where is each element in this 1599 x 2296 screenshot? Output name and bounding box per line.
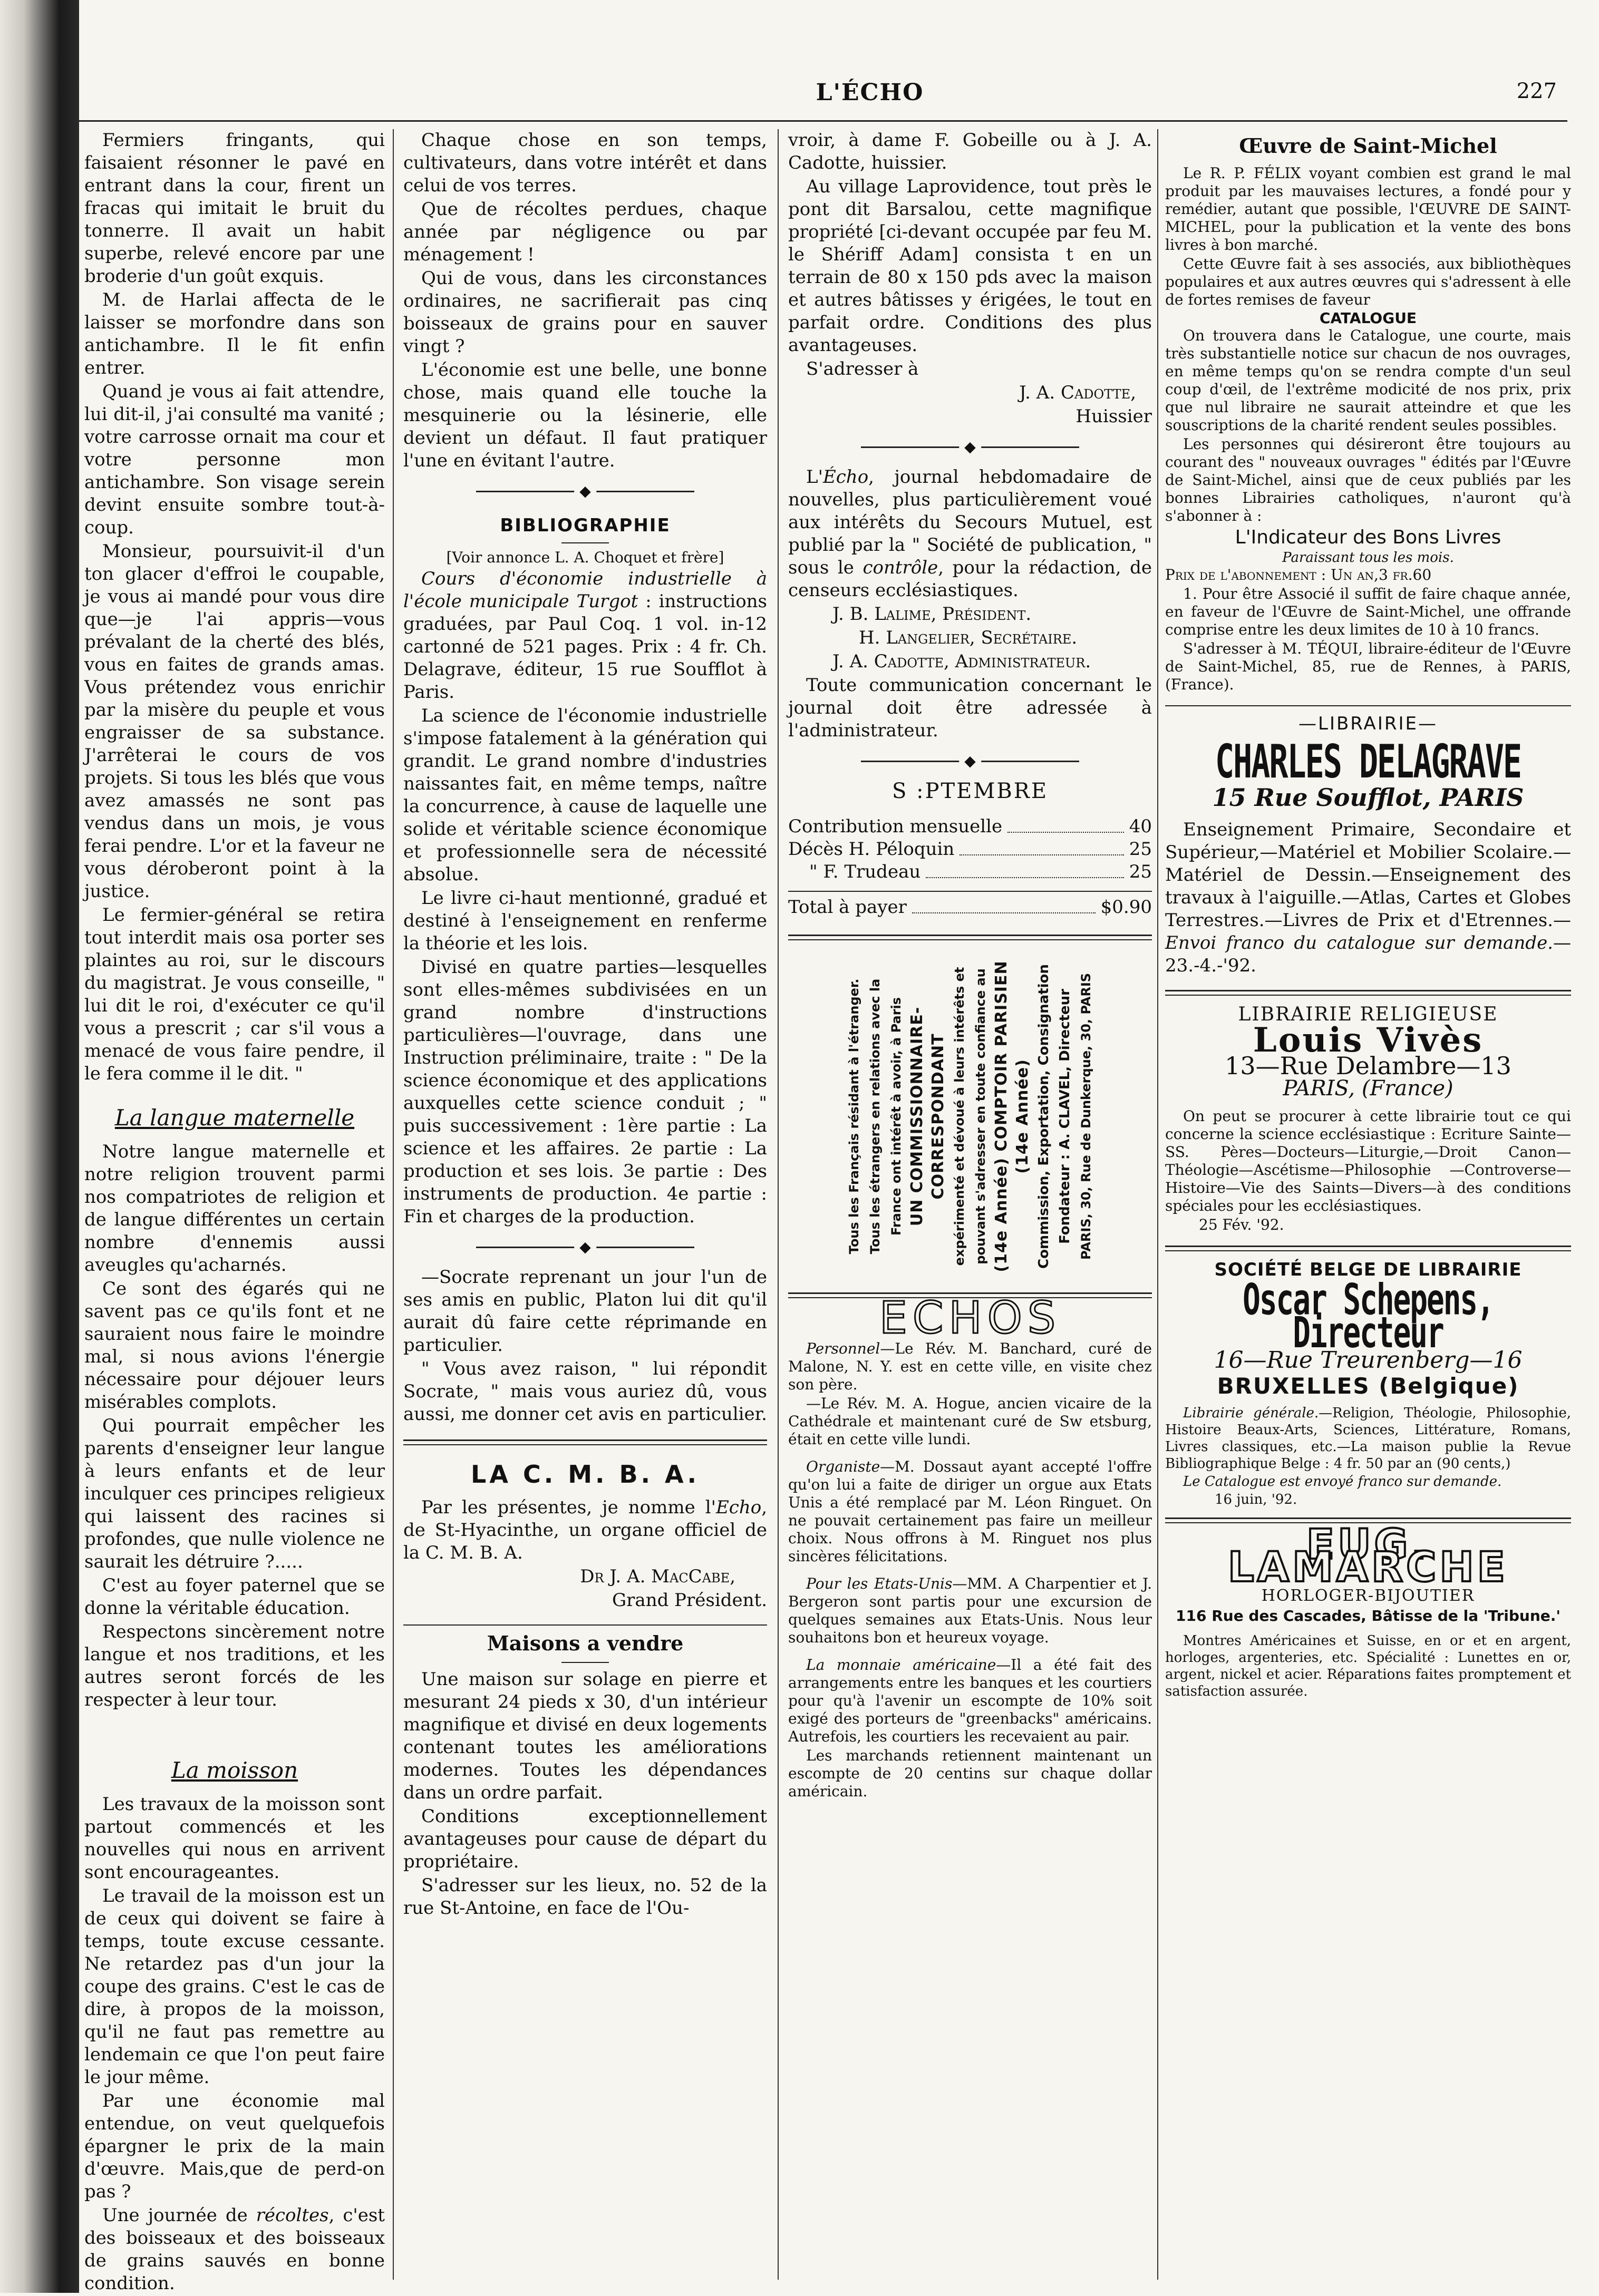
lamarche-address: 116 Rue des Cascades, Bâtisse de la 'Tribune.' — [1176, 1607, 1561, 1624]
paragraph — [403, 568, 767, 704]
page-number: 227 — [1516, 79, 1557, 103]
oeuvre-title: Œuvre de Saint-Michel — [1239, 134, 1497, 158]
paragraph: Respectons sincèrement notre langue et nos traditions, et les autres seront forcés de les respecter à leur tour. — [84, 1621, 385, 1710]
delagrave-address: 15 Rue Soufflot, PARIS — [1212, 783, 1524, 812]
leader-dots — [926, 861, 1123, 878]
paragraph: On trouvera dans le Catalogue, une courte, mais très substantielle notice sur chacun de nos ouvrages, en même temps qu'on se rendra compte d'un seul coup d'œil, de l'extrême modicité de nos prix, prix que nul libraire ne saurait atteindre et que les souscriptions de la charité rendent seules possibles. — [1165, 327, 1571, 434]
paragraph: C'est au foyer paternel que se donne la véritable éducation. — [84, 1575, 385, 1619]
section-title-langue: La langue maternelle — [114, 1105, 355, 1131]
biblio-note: [Voir annonce L. A. Choquet et frère] — [446, 549, 724, 566]
paragraph: Cette Œuvre fait à ses associés, aux bibliothèques populaires et aux autres œuvres qui s'adressent à elle de fortes remises de faveur — [1165, 255, 1571, 308]
column-2 — [403, 129, 767, 1921]
paragraph: Qui pourrait empêcher les parents d'enseigner leur langue à leurs enfants et de leur inculquer ces principes religieux qui laissent des racines si profondes, que nulle violence ne saurait les détruire ?..... — [84, 1415, 385, 1572]
total-amount: $0.90 — [1100, 897, 1152, 918]
bibliographie-title: BIBLIOGRAPHIE — [500, 515, 671, 536]
ornament-rule — [403, 481, 767, 502]
ledger-row — [788, 838, 1152, 861]
ornament-rule — [788, 436, 1152, 458]
text-run: Une journée de — [102, 2205, 256, 2226]
paragraph: Chaque chose en son temps, cultivateurs, dans votre intérêt et dans celui de vos terres. — [403, 130, 767, 196]
page-header — [79, 79, 1599, 116]
paragraph — [1165, 1405, 1571, 1472]
paragraph: Le R. P. FÉLIX voyant combien est grand le mal produit par les mauvaises lectures, a fondé pour y remédier, autant que possible, l'ŒUVRE DE SAINT-MICHEL, pour la publication et la vente des bons livres à bon marché. — [1165, 164, 1571, 254]
paragraph — [788, 466, 1152, 602]
text-run: —Il a été fait des arrangements entre les banques et les courtiers pour qu'à l'avenir un escompte de 10% soit exigé des porteurs de "greenbacks" américains. Autrefois, les courtiers les recevaient au pair. — [788, 1656, 1152, 1745]
echo-item: Les marchands retiennent maintenant un escompte de 20 centins sur chaque dollar américain. — [788, 1747, 1152, 1800]
signature-title: Grand Président. — [612, 1590, 767, 1611]
text-run: , de St-Hyacinthe, un organe officiel de la C. M. B. A. — [403, 1497, 767, 1563]
staff-line: J. A. Cadotte, Administrateur. — [832, 651, 1091, 672]
paragraph: Le fermier-général se retira tout interdit mais osa porter ses plaintes au roi, sur le discours du magistrat. Je vous conseille, " lui dit le roi, d'exécuter ce qu'il vous a prescrit ; car s'il vous a menacé de vous faire pendre, il le fera comme il le dit. " — [84, 904, 385, 1084]
text-run: .—Religion, Théologie, Philosophie, Histoire Beaux-Arts, Sciences, Littérature, Romans, Livres classiques, etc.—La maison publie la Revue Bibliographique Belge : 4 fr. 50 par an (90 cents,) — [1165, 1405, 1571, 1472]
comptoir-parisien-ad — [788, 948, 1152, 1285]
paragraph: Au village Laprovidence, tout près le pont dit Barsalou, cette magnifique propriété [ci-devant occupée par feu M. le Shériff Adam] consista t en un terrain de 80 x 150 pds avec la maison et autres bâtisses y érigées, le tout en parfait ordre. Conditions des plus avantageuses. — [788, 176, 1152, 356]
paragraph: Fermiers fringants, qui faisaient résonner le pavé en entrant dans la cour, firent un fracas qui imitait le bruit du tonnerre. Il avait un habit superbe, relevé encore par une broderie d'un goût exquis. — [84, 130, 385, 287]
ledger-amount: 25 — [1129, 839, 1152, 860]
paragraph: Ce sont des égarés qui ne savent pas ce qu'ils font et ne sauraient nous faire le moindre mal, si nous avions l'énergie nécessaire pour déjouer leurs misérables complots. — [84, 1278, 385, 1413]
echo-item — [788, 1575, 1152, 1647]
paragraph: Par une économie mal entendue, on veut quelquefois épargner le prix de la main d'œuvre. Mais,que de perd-on pas ? — [84, 2090, 385, 2202]
paragraph: M. de Harlai affecta de le laisser se morfondre dans son antichambre. Il le fit enfin entrer. — [84, 289, 385, 378]
paragraph: Notre langue maternelle et notre religion trouvent parmi nos compatriotes de religion et de langue différentes un certain nombre d'ennemis aussi aveugles qu'acharnés. — [84, 1141, 385, 1276]
paragraph: Montres Américaines et Suisse, en or et en argent, horloges, argenteries, etc. Spécialité : Lunettes en or, argent, nickel et acier. Réparations faites promptement et satisfaction assurée. — [1165, 1633, 1571, 1699]
text-run: , journal hebdomadaire de nouvelles, plus particulièrement voué aux intérêts du Secours Mutuel, est publié par la " Société de publication, " sous le — [788, 466, 1152, 578]
emphasis: Pour les Etats-Unis — [806, 1575, 953, 1592]
september-title: S :PTEMBRE — [891, 779, 1049, 803]
emphasis: Écho — [822, 466, 869, 488]
echo-item — [788, 1458, 1152, 1565]
paragraph — [403, 1496, 767, 1564]
ad-line: expérimenté et dévoué à leurs intérêts et pouvant s'adresser en toute confiance au — [952, 967, 988, 1266]
running-title: L'ÉCHO — [816, 79, 924, 106]
emphasis: contrôle — [863, 557, 938, 578]
echo-item — [788, 1340, 1152, 1394]
emphasis: Organiste — [806, 1458, 880, 1475]
leader-dots — [912, 896, 1096, 913]
ledger-label: Décès H. Péloquin — [788, 839, 955, 860]
column-3 — [788, 129, 1152, 1802]
short-rule — [561, 542, 609, 543]
ornament-rule — [403, 1237, 767, 1258]
paragraph: Les travaux de la moisson sont partout commencés et les nouvelles qui nous en arrivent sont encourageantes. — [84, 1794, 385, 1883]
text-run: —MM. A Charpentier et J. Bergeron sont partis pour une excursion de quelques semaines aux Etats-Unis. Nous leur souhaitons bon et heureux voyage. — [788, 1575, 1152, 1646]
paragraph: Monsieur, poursuivit-il d'un ton glacer d'effroi le coupable, je vous ai mandé pour vous dire que—je l'ai appris—vous prévalant de la cherté des blés, vous en faites de grands amas. Vous prétendez vous enrichir par la misère du peuple et vous engraisser de sa substance. J'arrêterai le cours de vos projets. Si tous les blés que vous avez amassés ne sont pas vendus dans un mois, je vous ferai pendre. L'or et la faveur ne vous déroberont point à la justice. — [84, 541, 385, 902]
belge-name: Oscar Schepens, Directeur — [1243, 1275, 1494, 1358]
paragraph: Une maison sur solage en pierre et mesurant 24 pieds x 30, d'un intérieur magnifique et divisé en deux logements contenant toutes les améliorations modernes. Toutes les dépendances dans un ordre parfait. — [403, 1669, 767, 1803]
signature: Dr J. A. MacCabe, — [580, 1566, 735, 1587]
emphasis: Cours d'économie industrielle à l'école municipale Turgot — [403, 568, 767, 612]
paragraph: Le travail de la moisson est un de ceux qui doivent se faire à temps, toute excuse cessante. Ne retardez pas d'un jour la coupe des grains. C'est le cas de dire, à propos de la moisson, qu'il ne faut pas remettre au lendemain ce que l'on peut faire le jour même. — [84, 1885, 385, 2088]
text-run: Par les présentes, je nomme l' — [421, 1497, 716, 1518]
text-run: L' — [806, 466, 823, 488]
leader-dots — [960, 838, 1123, 855]
maisons-title: Maisons a vendre — [487, 1631, 684, 1655]
paragraph: vroir, à dame F. Gobeille ou à J. A. Cadotte, huissier. — [788, 130, 1152, 173]
paragraph: Conditions exceptionnellement avantageuses pour cause de départ du propriétaire. — [403, 1806, 767, 1872]
paragraph: L'économie est une belle, une bonne chose, mais quand elle touche la mesquinerie ou la lésinerie, elle devient un défaut. Il faut pratiquer l'une en évitant l'autre. — [403, 359, 767, 471]
indicateur-subtitle: Paraissant tous les mois. — [1282, 550, 1454, 566]
double-rule — [1165, 990, 1571, 996]
echo-item — [788, 1656, 1152, 1746]
ledger-label: Contribution mensuelle — [788, 816, 1003, 837]
vives-name: Louis Vivès — [1253, 1020, 1484, 1060]
date-line: 25 Fév. '92. — [1199, 1216, 1284, 1233]
ledger-row — [788, 815, 1152, 838]
paragraph — [84, 2204, 385, 2295]
signature-title: Huissier — [1075, 406, 1152, 427]
paragraph: " Vous avez raison, " lui répondit Socrate, " mais vous auriez dû, vous aussi, me donner cet avis en particulier. — [403, 1358, 767, 1425]
paragraph: 1. Pour être Associé il suffit de faire chaque année, en faveur de l'Œuvre de Saint-Michel, une offrande comprise entre les deux limites de 10 à 10 francs. — [1165, 585, 1571, 638]
double-rule — [403, 1439, 767, 1445]
ledger-row — [788, 861, 1152, 883]
section-title-moisson: La moisson — [171, 1757, 298, 1783]
column-1 — [84, 129, 385, 2296]
vives-head: LIBRAIRIE RELIGIEUSE — [1238, 1004, 1498, 1025]
paragraph: S'adresser sur les lieux, no. 52 de la rue St-Antoine, en face de l'Ou- — [403, 1875, 767, 1919]
column-rule-2 — [778, 129, 779, 2280]
belge-head: SOCIÉTÉ BELGE DE LIBRAIRIE — [1214, 1259, 1522, 1280]
paragraph: On peut se procurer à cette librairie tout ce qui concerne la science ecclésiastique : Ecriture Sainte—SS. Pères—Docteurs—Liturgie,—Droit Canon—Théologie—Ascétisme—Philosophie —Controverse—Histoire—Vie des Saints—Divers—à des conditions spéciales pour les ecclésiastiques. — [1165, 1107, 1571, 1214]
ad-line: PARIS, 30, Rue de Dunkerque, 30, PARIS — [1079, 972, 1093, 1260]
rule — [403, 1624, 767, 1626]
belge-city: BRUXELLES (Belgique) — [1217, 1373, 1519, 1399]
ledger-amount: 40 — [1129, 816, 1152, 837]
catalogue-title: CATALOGUE — [1319, 309, 1417, 327]
delagrave-head: —LIBRAIRIE— — [1298, 713, 1438, 734]
paragraph: Les personnes qui désireront être toujours au courant des " nouveaux ouvrages " édités par l'Œuvre de Saint-Michel, ainsi que de ceux publiés par les bonnes Librairies catholiques, n'auront qu'à s'abonner à : — [1165, 435, 1571, 524]
double-rule — [1165, 1246, 1571, 1251]
staff-line: J. B. Lalime, Président. — [832, 604, 1032, 625]
emphasis: récoltes — [256, 2205, 329, 2226]
header-rule — [79, 120, 1567, 122]
paragraph: Le livre ci-haut mentionné, gradué et destiné à l'enseignement en renferme la théorie et les lois. — [403, 888, 767, 954]
paragraph: S'adresser à M. TÉQUI, libraire-éditeur de l'Œuvre de Saint-Michel, 85, rue de Rennes, à PARIS, (France). — [1165, 640, 1571, 693]
signature: J. A. Cadotte, — [1019, 382, 1136, 403]
paragraph: —Socrate reprenant un jour l'un de ses amis en public, Platon lui dit qu'il aurait dû faire cette réprimande en particulier. — [403, 1267, 767, 1356]
subscription-price: Prix de l'abonnement : Un an,3 fr.60 — [1165, 566, 1432, 583]
vives-address: 13—Rue Delambre—13 — [1225, 1052, 1511, 1080]
vives-city: PARIS, (France) — [1283, 1076, 1453, 1101]
rotated-ad-text — [844, 958, 1097, 1275]
ad-line: (14e Année) COMPTOIR PARISIEN (14e Année) — [992, 960, 1032, 1272]
ledger-total — [788, 891, 1152, 919]
cmba-title: LA C. M. B. A. — [471, 1460, 700, 1488]
paragraph: Quand je vous ai fait attendre, lui dit-il, j'ai consulté ma vanité ; votre carrosse ornait ma cour et votre personne mon antichambre. Son visage serein devint ensuite sombre tout-à-coup. — [84, 381, 385, 538]
emphasis: Librairie générale — [1183, 1405, 1314, 1421]
ad-line: Tous les Français résidant à l'étranger. — [847, 978, 861, 1254]
rule — [1165, 705, 1571, 706]
paragraph: S'adresser à — [806, 358, 919, 380]
ad-line: Fondateur : A. CLAVEL, Directeur — [1057, 989, 1073, 1244]
delagrave-name: CHARLES DELAGRAVE — [1215, 735, 1522, 789]
text-run: , c'est des boisseaux et des boisseaux de grains sauvés en bonne condition. — [84, 2205, 385, 2294]
text-run: —M. Dossaut ayant accepté l'offre qu'on lui a faite de diriger un orgue aux Etats Unis a été remplacé par M. Léon Ringuet. On ne pouvait certainement pas faire un meilleur choix. Nous offrons à M. Ringuet nos plus sincères félicitations. — [788, 1458, 1152, 1565]
text-run: , pour la rédaction, de censeurs ecclésiastiques. — [788, 557, 1152, 601]
total-label: Total à payer — [788, 897, 907, 918]
ad-line: Tous les étrangers en relations avec la France ont intérêt à avoir, à Paris — [868, 978, 904, 1254]
column-rule-3 — [1157, 129, 1158, 2280]
lamarche-name: EUG. LAMARCHE — [1228, 1521, 1508, 1591]
text-run: —Le Rév. M. Banchard, curé de Malone, N. Y. est en cette ville, en visite chez son père. — [788, 1340, 1152, 1393]
staff-line: H. Langelier, Secrétaire. — [859, 627, 1078, 648]
paragraph: Divisé en quatre parties—lesquelles sont elles-mêmes subdivisées en un grand nombre d'instructions particulières—l'ouvrage, dans une Instruction préliminaire, traite : " De la science économique et des applications auxquelles cette science conduit ; " puis successivement : 1ère partie : La science et les affaires. 2e partie : La production et ses lois. 3e partie : Des instruments de production. 4e partie : Fin et charges de la production. — [403, 957, 767, 1227]
indicateur-title: L'Indicateur des Bons Livres — [1235, 527, 1501, 548]
ledger-label: " F. Trudeau — [809, 861, 921, 882]
emphasis: Echo — [715, 1497, 762, 1518]
text-run: —23.-4.-'92. — [1165, 932, 1571, 976]
paragraph: Qui de vous, dans les circonstances ordinaires, ne sacrifierait pas cinq boisseaux de grains pour en sauver vingt ? — [403, 268, 767, 357]
paragraph — [1165, 819, 1571, 977]
double-rule — [788, 935, 1152, 940]
date-line: 16 juin, '92. — [1215, 1492, 1297, 1507]
binding-edge — [0, 0, 79, 2293]
text-run: : instructions graduées, par Paul Coq. 1 vol. in-12 cartonné de 521 pages. Prix : 4 fr. Ch. Delagrave, éditeur, 15 rue Soufflot à Paris. — [403, 591, 768, 703]
short-rule — [561, 1662, 609, 1663]
ad-line: UN COMMISSIONNAIRE-CORRESPONDANT — [908, 1006, 947, 1227]
emphasis: Personnel — [806, 1340, 880, 1357]
emphasis: Envoi franco du catalogue sur demande. — [1165, 932, 1553, 954]
paragraph: Le Catalogue est envoyé franco sur demande. — [1183, 1474, 1502, 1490]
paragraph: Toute communication concernant le journal doit être adressée à l'administrateur. — [788, 675, 1152, 741]
text-run: Enseignement Primaire, Secondaire et Supérieur,—Matériel et Mobilier Scolaire.—Matériel de Dessin.—Enseignement des travaux à l'aiguille.—Atlas, Cartes et Globes Terrestres.—Livres de Prix et d'Etrennes.— — [1165, 819, 1571, 931]
leader-dots — [1007, 815, 1124, 833]
ad-line: Commission, Exportation, Consignation — [1036, 964, 1052, 1269]
echos-title: ECHOS — [879, 1292, 1061, 1344]
emphasis: La monnaie américaine — [806, 1656, 996, 1674]
column-4 — [1165, 129, 1571, 1701]
paragraph: Que de récoltes perdues, chaque année par négligence ou par ménagement ! — [403, 199, 767, 265]
paragraph: La science de l'économie industrielle s'impose fatalement à la génération qui grandit. Le grand nombre d'industries naissantes fait, en même temps, naître la concurrence, à cause de laquelle une solide et véritable science économique et professionnelle sera de nécessité absolue. — [403, 705, 767, 885]
belge-address: 16—Rue Treurenberg—16 — [1214, 1347, 1523, 1374]
echo-item: —Le Rév. M. A. Hogue, ancien vicaire de la Cathédrale et maintenant curé de Sw etsburg, était en cette ville lundi. — [788, 1395, 1152, 1448]
ledger-amount: 25 — [1129, 861, 1152, 882]
ornament-rule — [788, 751, 1152, 772]
lamarche-trade: HORLOGER-BIJOUTIER — [1261, 1587, 1475, 1605]
column-rule-1 — [393, 129, 394, 2280]
